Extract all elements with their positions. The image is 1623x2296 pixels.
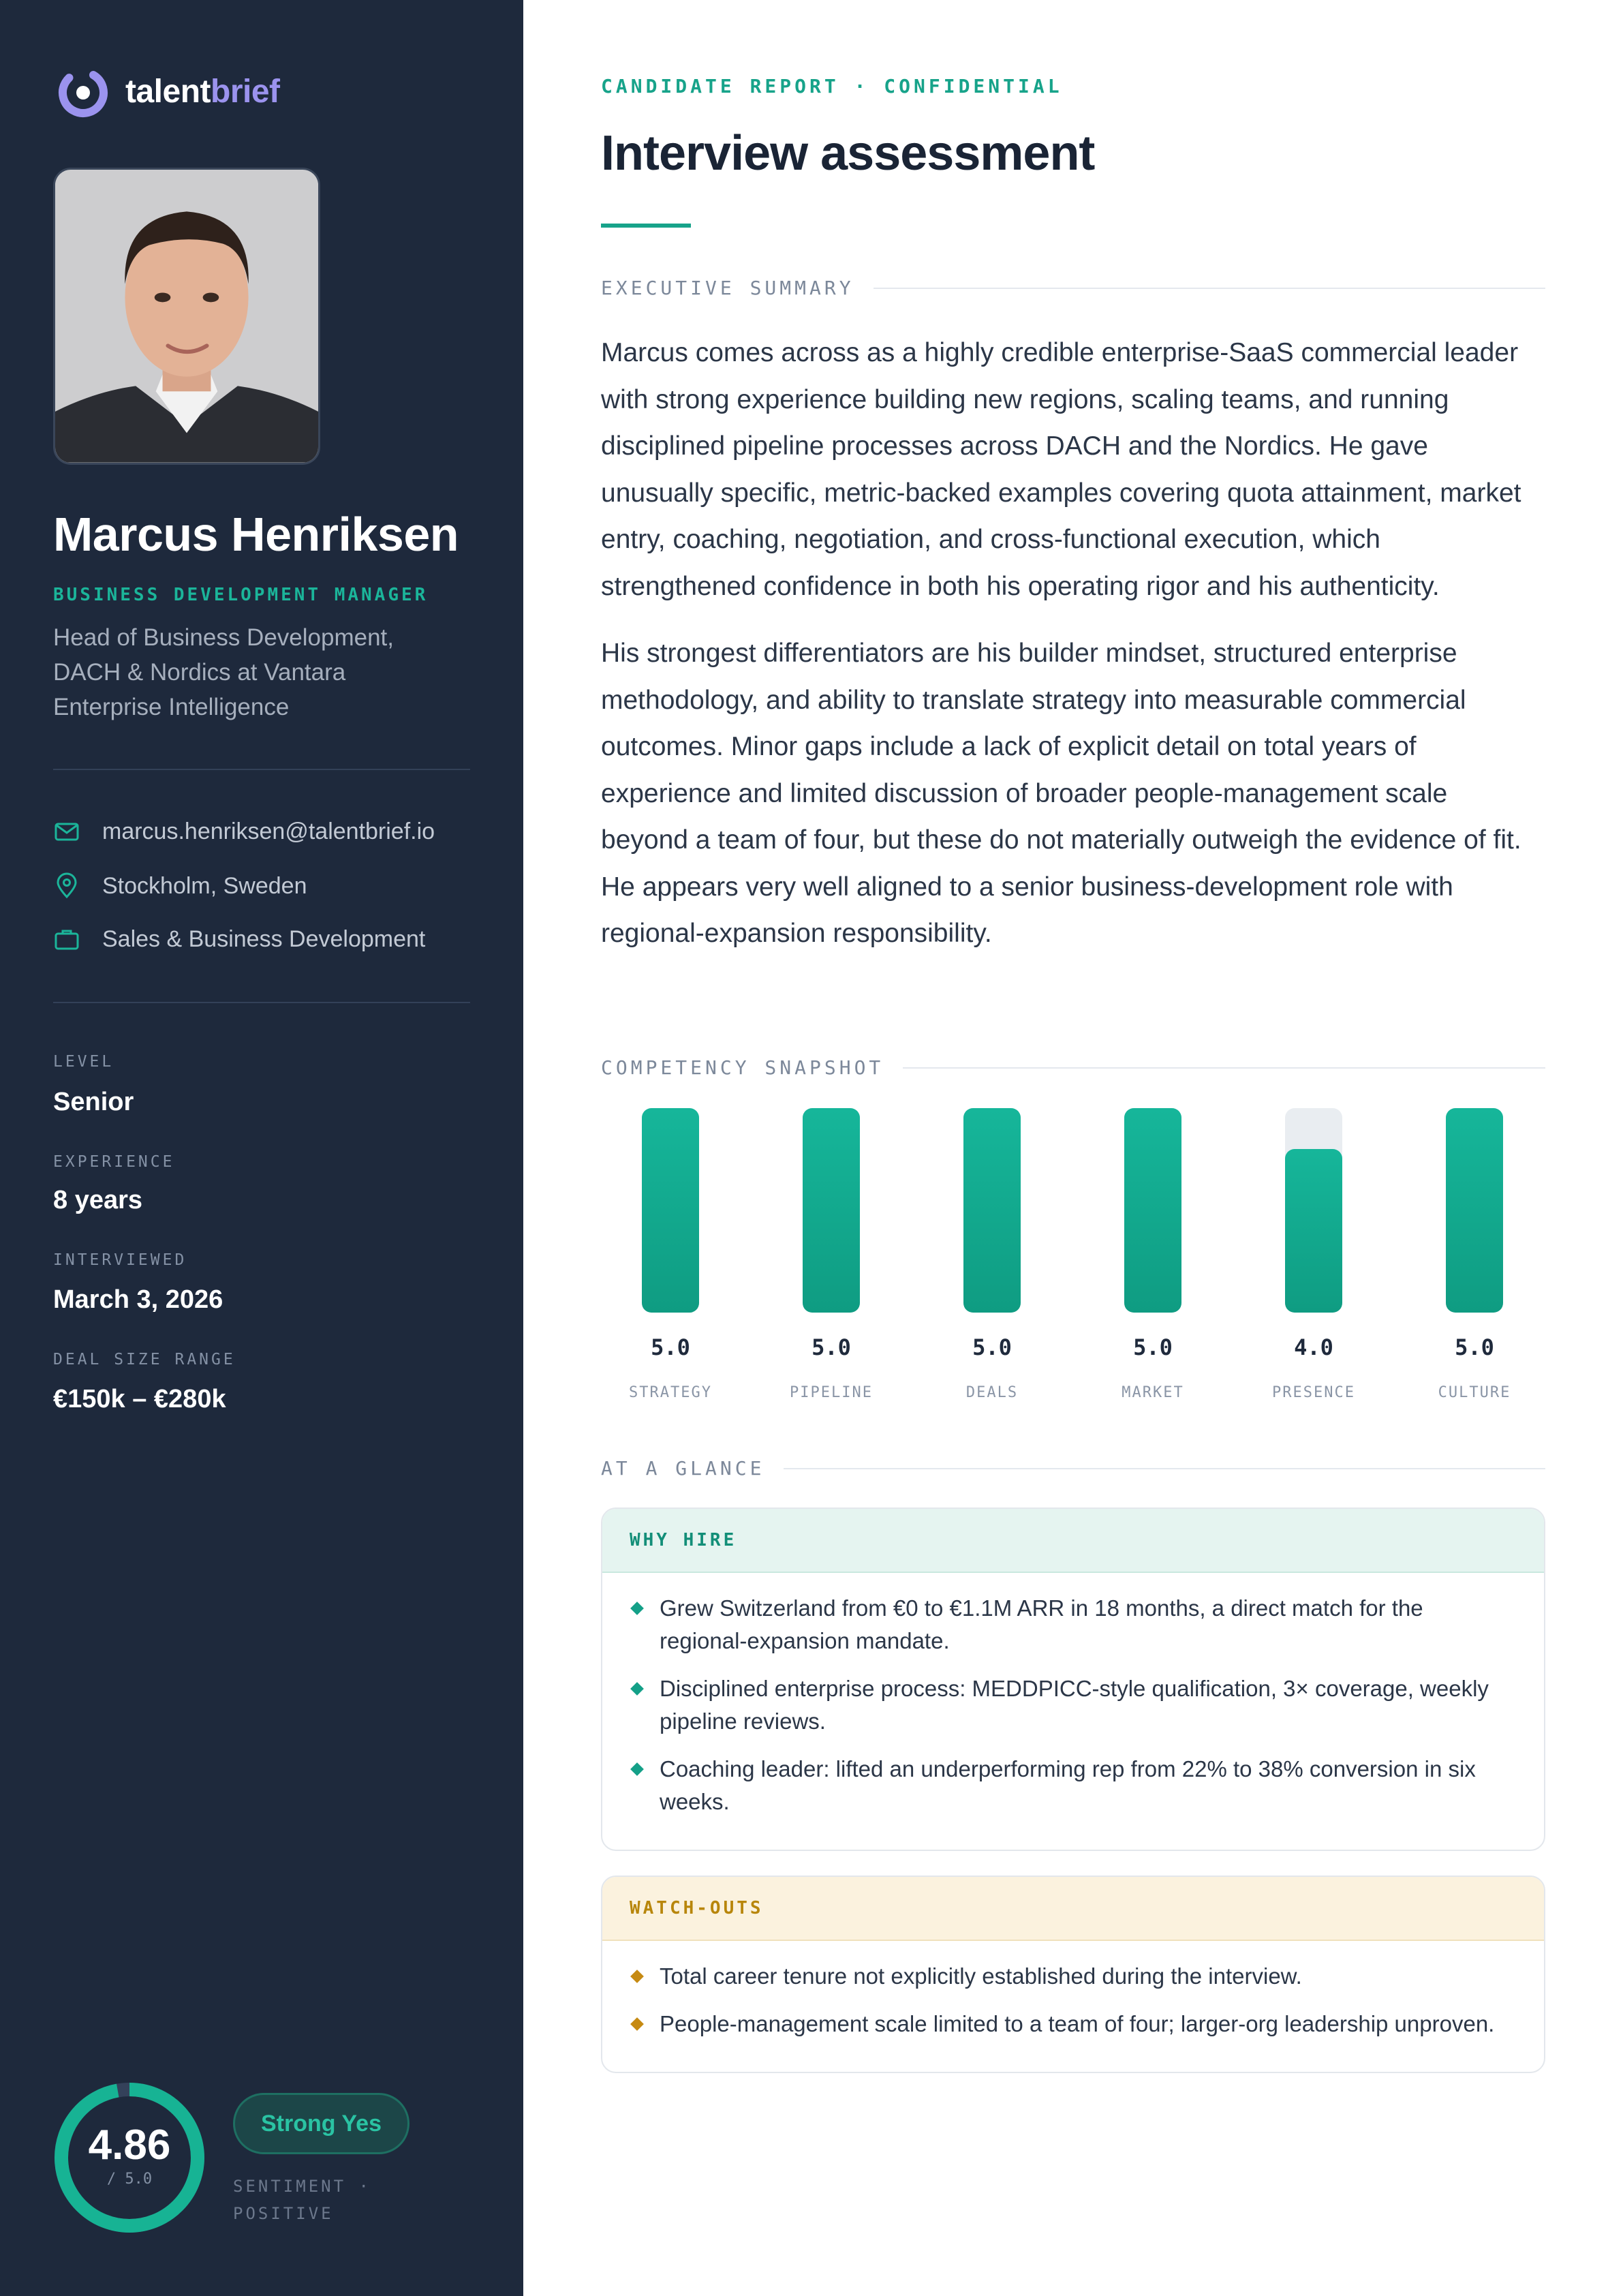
category-tick-label: MARKET [1122, 1384, 1184, 1401]
report-eyebrow: CANDIDATE REPORT · CONFIDENTIAL [601, 75, 1063, 97]
contact-email[interactable] [53, 818, 435, 845]
bar-value-label: 5.0 [812, 1334, 851, 1360]
logo-icon [55, 63, 112, 120]
verdict-badge: Strong Yes [233, 2093, 409, 2154]
why-hire-list [602, 1573, 1544, 1850]
competency-chart [601, 1097, 1545, 1411]
list-item [630, 1672, 1517, 1738]
overall-score-scale: / 5.0 [106, 2171, 153, 2188]
diamond-bullet-icon [630, 2017, 644, 2031]
category-tick-label: CULTURE [1438, 1384, 1511, 1401]
watch-outs-card [601, 1876, 1545, 2073]
meta-deal-size-value: €150k – €280k [53, 1385, 226, 1413]
competency-bar-chart [601, 1097, 1545, 1411]
diamond-bullet-icon [630, 1970, 644, 1983]
section-competency-snapshot [601, 1056, 1545, 1079]
contact-function [53, 925, 425, 953]
bar-value-label: 5.0 [651, 1334, 690, 1360]
list-item [630, 1753, 1517, 1818]
bar-pipeline [803, 1108, 860, 1313]
sentiment-label: SENTIMENT · POSITIVE [233, 2177, 371, 2223]
page-title: Interview assessment [601, 126, 1095, 181]
brand-logo[interactable] [55, 63, 280, 120]
watch-outs-list [602, 1941, 1544, 2072]
diamond-bullet-icon [630, 1762, 644, 1776]
meta-deal-size-label: DEAL SIZE RANGE [53, 1351, 236, 1368]
mail-icon [53, 818, 80, 845]
section-executive-summary [601, 277, 1545, 299]
list-item [630, 2008, 1517, 2040]
portrait-image [55, 170, 318, 463]
section-heading: AT A GLANCE [601, 1457, 765, 1480]
meta-level-value: Senior [53, 1088, 134, 1116]
bar-value-label: 5.0 [972, 1334, 1012, 1360]
candidate-photo [53, 168, 320, 465]
contact-location [53, 872, 307, 900]
title-accent-rule [601, 224, 691, 228]
overall-score: 4.86 [88, 2122, 171, 2169]
brand-name-part2: brief [211, 73, 280, 110]
sidebar-divider [53, 1002, 470, 1003]
executive-summary [601, 330, 1541, 978]
meta-experience-value: 8 years [53, 1186, 143, 1214]
candidate-title: BUSINESS DEVELOPMENT MANAGER [53, 585, 429, 605]
bar-strategy [642, 1108, 699, 1313]
watch-out-item-text: People-management scale limited to a team of four; larger-org leadership unproven. [660, 2011, 1495, 2036]
section-rule [874, 288, 1545, 289]
watch-out-item-text: Total career tenure not explicitly established during the interview. [660, 1963, 1302, 1989]
category-tick-label: DEALS [965, 1384, 1019, 1401]
section-heading: EXECUTIVE SUMMARY [601, 277, 854, 299]
meta-level-label: LEVEL [53, 1053, 114, 1071]
meta-interviewed-label: INTERVIEWED [53, 1251, 187, 1269]
section-rule [903, 1067, 1545, 1069]
sidebar-divider [53, 769, 470, 770]
brand-name-part1: talent [125, 73, 211, 110]
contact-function-text: Sales & Business Development [102, 925, 426, 952]
why-hire-card [601, 1507, 1545, 1851]
briefcase-icon [53, 925, 80, 953]
why-hire-heading: WHY HIRE [602, 1509, 1544, 1573]
why-hire-item-text: Coaching leader: lifted an underperforming rep from 22% to 38% conversion in six weeks. [660, 1756, 1476, 1814]
contact-location-text: Stockholm, Sweden [102, 872, 307, 899]
candidate-current-role: Head of Business Development, DACH & Nordics at Vantara Enterprise Intelligence [53, 624, 394, 720]
meta-interviewed-value: March 3, 2026 [53, 1285, 223, 1314]
watch-outs-heading: WATCH-OUTS [602, 1877, 1544, 1941]
diamond-bullet-icon [630, 1602, 644, 1615]
bar-culture [1446, 1108, 1503, 1313]
sidebar [0, 0, 523, 2296]
section-heading: COMPETENCY SNAPSHOT [601, 1056, 884, 1079]
bar-value-label: 5.0 [1455, 1334, 1494, 1360]
bar-value-label: 4.0 [1294, 1334, 1333, 1360]
section-rule [784, 1468, 1545, 1469]
category-tick-label: STRATEGY [629, 1384, 712, 1401]
category-tick-label: PRESENCE [1272, 1384, 1355, 1401]
list-item [630, 1960, 1517, 1993]
summary-paragraph: Marcus comes across as a highly credible enterprise-SaaS commercial leader with strong experience building new regions, scaling teams, and running disciplined pipeline processes across DACH and the Nordics. He gave unusually specific, metric-backed examples covering quota attainment, market entry, coaching, negotiation, and cross-functional execution, which strengthened confidence in both his operating rigor and his authenticity. [601, 338, 1521, 601]
bar-presence [1285, 1149, 1342, 1313]
list-item [630, 1592, 1517, 1657]
location-pin-icon [53, 872, 80, 900]
summary-paragraph: His strongest differentiators are his builder mindset, structured enterprise methodology, and ability to translate strategy into measurable commercial outcomes. Minor gaps include a lack of explicit detail on total years of experience and limited discussion of broader people-management scale beyond a team of four, but these do not materially outweigh the evidence of fit. He appears very well aligned to a senior business-development role with regional-expansion responsibility. [601, 639, 1521, 948]
candidate-name: Marcus Henriksen [53, 508, 459, 561]
contact-email-text: marcus.henriksen@talentbrief.io [102, 818, 435, 844]
why-hire-item-text: Grew Switzerland from €0 to €1.1M ARR in 18 months, a direct match for the regional-expansion mandate. [660, 1595, 1423, 1653]
bar-value-label: 5.0 [1133, 1334, 1173, 1360]
why-hire-item-text: Disciplined enterprise process: MEDDPICC-style qualification, 3× coverage, weekly pipeline reviews. [660, 1676, 1489, 1734]
section-at-a-glance [601, 1457, 1545, 1480]
bar-market [1124, 1108, 1181, 1313]
category-tick-label: PIPELINE [790, 1384, 873, 1401]
diamond-bullet-icon [630, 1682, 644, 1696]
bar-deals [963, 1108, 1021, 1313]
meta-experience-label: EXPERIENCE [53, 1153, 175, 1171]
